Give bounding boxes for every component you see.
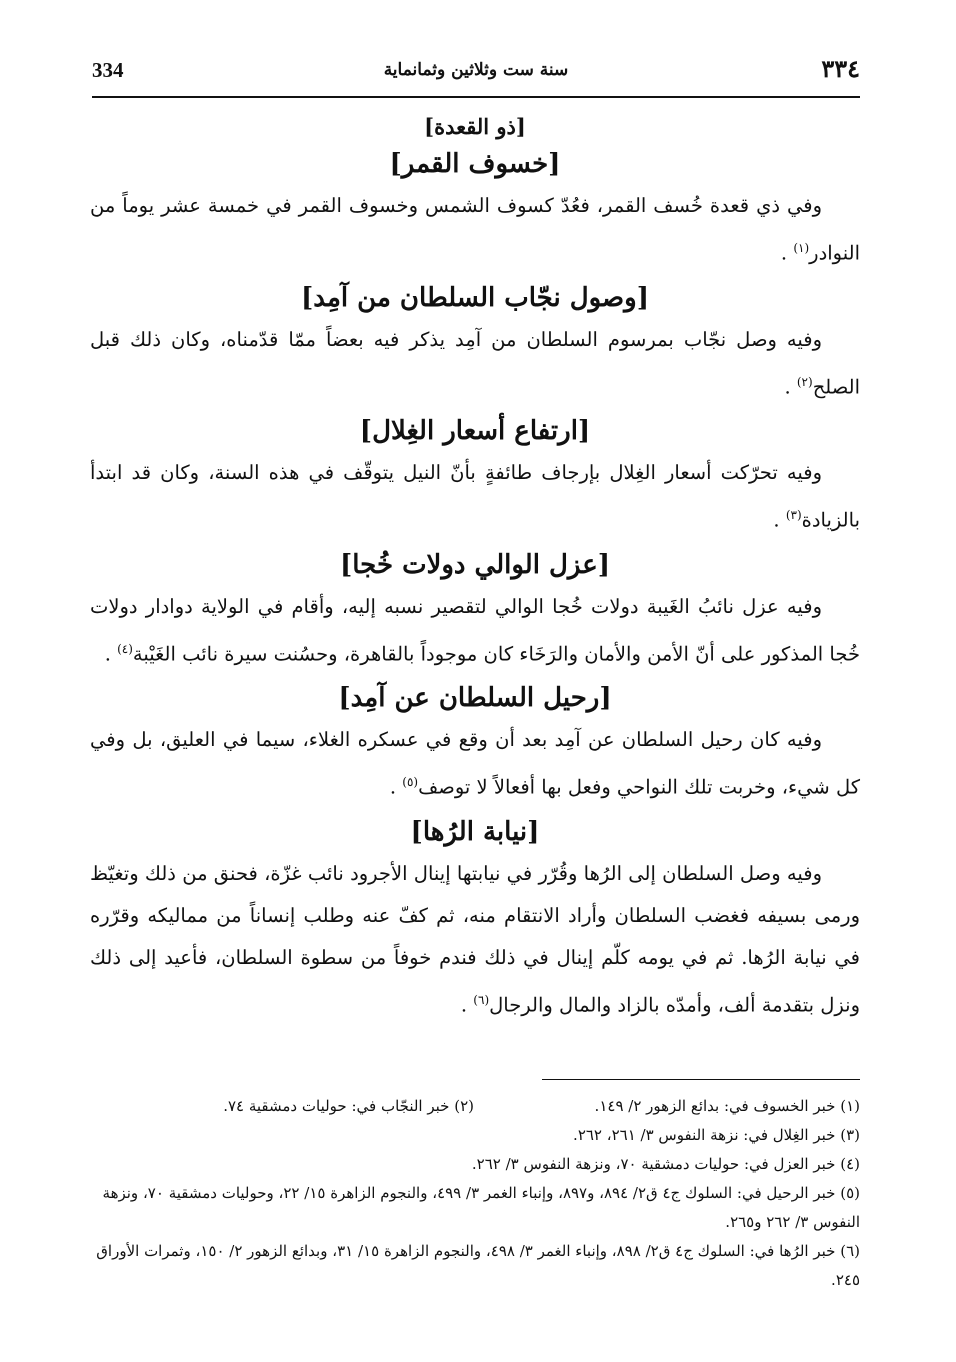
footnote-text: خبر الخسوف في: بدائع الزهور ٢/ ١٤٩. — [594, 1097, 836, 1115]
footnote-number: (٦) — [840, 1242, 860, 1260]
section-paragraph — [90, 452, 860, 542]
section-title: [خسوف القمر] — [389, 149, 561, 179]
paragraph-text: وفي ذي قعدة خُسف القمر، فعُدّ كسوف الشمس وخسوف القمر في خمسة عشر يوماً من النوادر — [90, 194, 860, 265]
section-title: [نيابة الرُها] — [410, 816, 540, 847]
paragraph-end: . — [784, 375, 791, 398]
page-number-arabic: ٣٣٤ — [821, 54, 860, 83]
footnote-marker: (٤) — [117, 641, 133, 656]
footnote-number: (٢) — [454, 1097, 474, 1115]
section-title: [وصول نجّاب السلطان من آمِد] — [301, 282, 649, 313]
section-grain-prices — [90, 416, 860, 542]
footnote-separator — [542, 1079, 860, 1080]
section-lunar-eclipse — [90, 149, 860, 275]
footnote-row — [88, 1092, 860, 1121]
footnote-6 — [88, 1237, 860, 1295]
page-number-latin: 334 — [92, 58, 124, 82]
paragraph-end: . — [773, 508, 780, 532]
paragraph-text: وفيه وصل نجّاب بمرسوم السلطان من آمِد يذكر فيه بعضاً ممّا قدّمناه، وكان ذلك قبل الصلح — [90, 327, 860, 398]
footnote-1 — [474, 1092, 860, 1121]
page-header — [92, 54, 860, 98]
section-title: [رحيل السلطان عن آمِد] — [338, 683, 612, 713]
footnote-marker: (٦) — [473, 992, 490, 1007]
footnotes — [88, 1092, 860, 1295]
section-paragraph — [90, 185, 860, 275]
footnote-text: خبر الرُها في: السلوك ج٤ ق٢/ ٨٩٨، وإنباء الغمر ٣/ ٤٩٨، والنجوم الزاهرة ١٥/ ٣١، وبدائع الزهور ٢/ ١٥٠، وثمرات الأوراق ٢٤٥. — [96, 1242, 860, 1289]
footnote-text: خبر العزل في: حوليات دمشقية ٧٠، ونزهة النفوس ٣/ ٢٦٢. — [471, 1155, 836, 1173]
footnote-number: (٥) — [840, 1184, 860, 1202]
footnote-number: (٤) — [840, 1155, 860, 1173]
paragraph-end: . — [460, 993, 468, 1016]
section-title: [عزل الوالي دولات خُجا] — [339, 549, 611, 580]
section-governor-dismissal — [90, 550, 860, 676]
section-sultan-departure — [90, 683, 860, 809]
paragraph-text: وفيه عزل نائبُ الغَيبة دولات خُجا الوالي لتقصير نسبه إليه، وأقام في الولاية دوادار دولات خُجا المذكور على أنّ الأمن والأمان والرَخَاء كان موجوداً بالقاهرة، وحسُنت سيرة نائب الغَيْبة — [90, 594, 860, 665]
footnote-text: خبر النجّاب في: حوليات دمشقية ٧٤. — [223, 1097, 450, 1115]
footnote-3 — [88, 1121, 860, 1150]
footnote-number: (١) — [840, 1097, 860, 1115]
section-paragraph — [90, 719, 860, 809]
footnote-text: خبر الرحيل في: السلوك ج٤ ق٢/ ٨٩٤، و٨٩٧، وإنباء الغمر ٣/ ٤٩٩، والنجوم الزاهرة ١٥/ ٢٢، وحوليات دمشقية ٧٠، ونزهة النفوس ٣/ ٢٦٢ و٢٦٥. — [102, 1184, 860, 1231]
section-paragraph — [90, 853, 860, 1027]
paragraph-text: وفيه تحرّكت أسعار الغِلال بإرجاف طائفةٍ بأنّ النيل يتوقّف في هذه السنة، وكان قد ابتدأ بالزيادة — [90, 461, 860, 532]
section-paragraph — [90, 586, 860, 676]
footnote-number: (٣) — [840, 1126, 860, 1144]
section-courier-arrival — [90, 283, 860, 409]
section-ruha-governorship — [90, 817, 860, 1027]
running-title: سنة ست وثلاثين وثمانماية — [383, 60, 569, 80]
footnote-2 — [88, 1092, 474, 1121]
month-heading: [ذو القعدة] — [424, 114, 526, 139]
footnote-marker: (٣) — [785, 508, 802, 522]
paragraph-end: . — [389, 775, 397, 799]
section-paragraph — [90, 319, 860, 409]
section-title: [ارتفاع أسعار الغِلال] — [359, 416, 591, 446]
footnote-text: خبر الغِلال في: نزهة النفوس ٣/ ٢٦١، ٢٦٢. — [573, 1126, 836, 1144]
main-text — [90, 110, 860, 1034]
footnote-5 — [88, 1179, 860, 1237]
footnote-marker: (٥) — [402, 775, 419, 789]
footnote-marker: (١) — [793, 241, 810, 255]
footnote-marker: (٢) — [796, 374, 813, 389]
footnote-4 — [88, 1150, 860, 1179]
paragraph-end: . — [104, 642, 111, 665]
paragraph-end: . — [780, 241, 788, 265]
paragraph-text: وفيه وصل السلطان إلى الرُها وقُرّر في نيابتها إينال الأجرود نائب غزّة، فحنق من ذلك وتغيّظ ورمى بسيفه فغضب السلطان وأراد الانتقام منه، ثم كفّ عنه وطلب إنساناً من مماليكه وقرّره في نيابة الرُها. ثم في يومه كلّم إينال في ذلك فندم خوفاً من سطوة السلطان، فأعيد إلى ذلك ونزل بتقدمة ألف، وأمدّه بالزاد والمال والرجال — [90, 861, 860, 1016]
paragraph-text: وفيه كان رحيل السلطان عن آمِد بعد أن وقع في عسكره الغلاء، سيما في العليق، بل وفي كل شيء، وخربت تلك النواحي وفعل بها أفعالاً لا توصف — [90, 728, 860, 799]
